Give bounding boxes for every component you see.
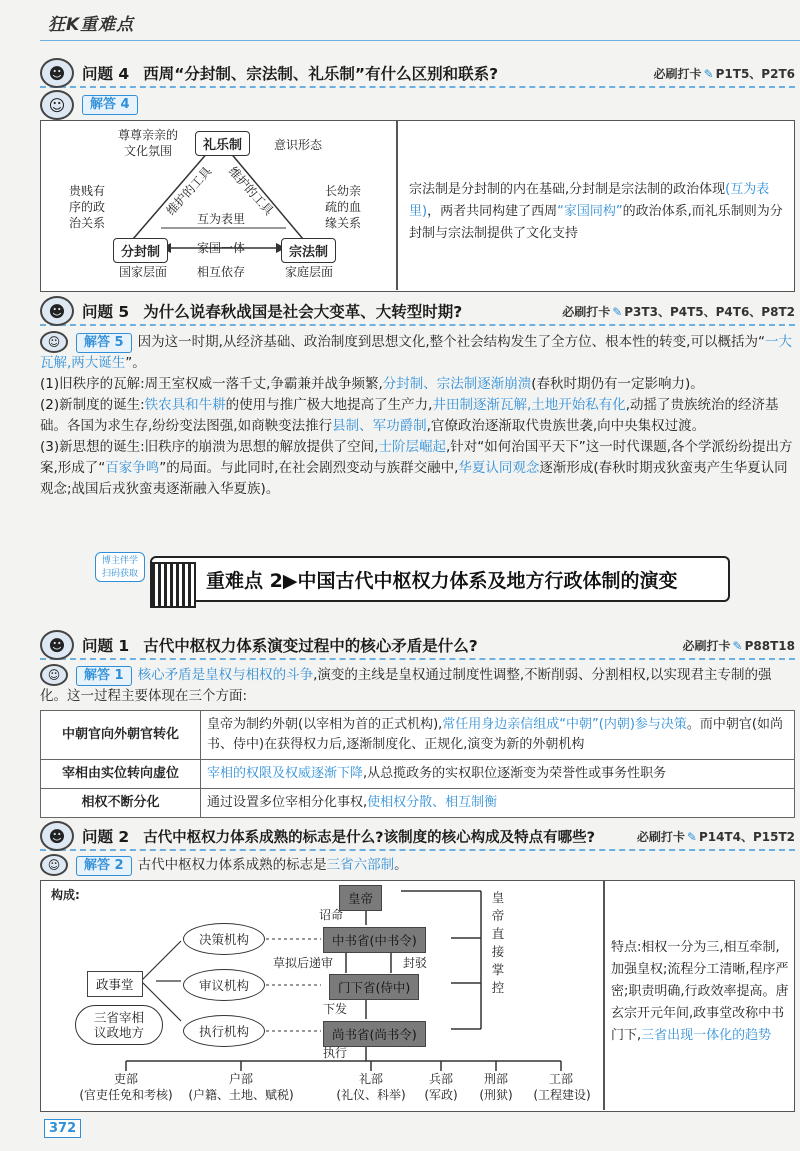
left-bottom-label: 国家层面 [118,265,167,279]
row-head: 中朝官向外朝官转化 [41,711,201,760]
pin-icon: ✎ [686,829,697,844]
ministry-name: 礼部 [358,1072,383,1086]
ministry-desc: (刑狱) [479,1088,513,1102]
answer-1-body: ☺ 解答 1 核心矛盾是皇权与相权的斗争,演变的主线是皇权通过制度性调整,不断削弱、分割相权,以实现君主专制的强化。这一过程主要体现在三个方面: [40,664,795,707]
question-title: 古代中枢权力体系成熟的标志是什么?该制度的核心构成及特点有哪些? [143,829,596,846]
question-4-bar [40,60,795,88]
review-node: 审议机构 [183,969,265,1001]
mascot-icon: ☺ [40,331,68,353]
mid-bottom-label: 相互依存 [196,265,245,279]
zongfa-node: 宗法制 [281,238,336,263]
question-ref: 必刷打卡 ✎ P1T5、P2T6 [653,66,795,81]
mascot-icon: ☻ [40,821,74,851]
ministry-name: 工部 [548,1072,573,1086]
diagram2-feature: 特点:相权一分为三,相互牵制,加强皇权;流程分工清晰,程序严密;职责明确,行政效率提高。唐玄宗开元年间,政事堂改称中书门下,三省出现一体化的趋势 [611,940,789,1043]
answer-5-body: ☺ 解答 5 因为这一时期,从经济基础、政治制度到思想文化,整个社会结构发生了全方位、根本性的转变,可以概括为“一大瓦解,两大诞生”。 (1)旧秩序的瓦解:周王室权威一落千丈,争霸兼并战争频繁,分封制、宗法制逐渐崩溃(春秋时期仍有一定影响力)。 (2)新制度的诞生:铁农具和牛耕的使用与推广极大地提高了生产力,井田制逐渐瓦解,土地开始私有化,动摇了贵族统治的经济基础。各国为求生存,纷纷变法图强,如商鞅变法推行县制、军功爵制,官僚政治逐渐取代贵族世袭,向中央集权过渡。 (3)新思想的诞生:旧秩序的崩溃为思想的解放提供了空间,士阶层崛起,针对“如何治国平天下”这一时代课题,各个学派纷纷提出方案,形成了“百家争鸣”的局面。与此同时,在社会剧烈变动与族群交融中,华夏认同观念逐渐形成(春秋时期戎狄蛮夷产生华夏认同观念;战国后戎狄蛮夷逐渐融入华夏族)。 [40,331,795,500]
question-title: 古代中枢权力体系演变过程中的核心矛盾是什么? [143,637,478,655]
question-title: 西周“分封制、宗法制、礼乐制”有什么区别和联系? [143,65,499,83]
exec-node: 执行机构 [183,1015,265,1047]
question-2-bar [40,823,795,851]
mascot-icon: ☺ [40,664,68,686]
question-label: 问题 5 [82,303,130,321]
answer-2-body: ☺ 解答 2 古代中枢权力体系成熟的标志是三省六部制。 [40,854,795,876]
divider [603,881,605,1110]
edge-left-label: 维护的工具 [163,164,215,218]
zst-note: 三省宰相 议政地方 [75,1005,163,1045]
table-row [41,760,795,789]
ministry-desc: (户籍、土地、赋税) [188,1088,294,1102]
question-ref: 必刷打卡 ✎ P3T3、P4T5、P4T6、P8T2 [562,304,795,319]
reject-label: 封驳 [403,956,428,970]
scan-badge: 博主伴学 扫码获取 [95,552,145,582]
menxia-node: 门下省(侍中) [329,974,419,1000]
zst-node: 政事堂 [87,971,143,997]
mid-top-label: 互为表里 [196,212,245,226]
pin-icon: ✎ [732,638,743,653]
page-number: 372 [44,1119,81,1138]
decree-label: 诏命 [319,908,344,922]
q1-table [40,710,795,818]
table-row [41,789,795,818]
question-5-bar [40,298,795,326]
note-right: 长幼亲 疏的血 缘关系 [324,184,361,230]
brand-logo: 狂K重难点 [48,15,135,35]
ministry-desc: (军政) [424,1088,458,1102]
answer-4-label: ☺ 解答 4 [40,93,138,117]
ministry-name: 吏部 [113,1072,138,1086]
top-divider [40,40,800,41]
ministry-name: 户部 [228,1072,253,1086]
ministry-name: 刑部 [483,1072,508,1086]
shangshu-node: 尚书省(尚书令) [323,1021,426,1047]
row-head: 相权不断分化 [41,789,201,818]
divider [396,121,398,290]
zhongshu-node: 中书省(中书令) [323,927,426,953]
mascot-icon: ☺ [40,90,74,120]
decision-node: 决策机构 [183,923,265,955]
note-top-right: 意识形态 [273,138,322,152]
ministry-desc: (官吏任免和考核) [79,1088,173,1102]
question-title: 为什么说春秋战国是社会大变革、大转型时期? [143,303,463,321]
ministry-desc: (礼仪、科举) [336,1088,406,1102]
note-left: 贵贱有 序的政 治关系 [68,184,105,230]
section2-title: 重难点 2▶中国古代中枢权力体系及地方行政体制的演变 [150,556,730,602]
liyue-node: 礼乐制 [195,131,250,156]
ministry-name: 兵部 [428,1072,453,1086]
ministry-desc: (工程建设) [533,1088,591,1102]
row-body: 宰相的权限及权威逐渐下降,从总揽政务的实权职位逐渐变为荣誉性或事务性职务 [201,760,795,789]
diagram2-title: 构成: [51,888,80,902]
table-row [41,711,795,760]
diagram2-box [40,880,795,1112]
edge-right-label: 维护的工具 [225,164,277,218]
draft-label: 草拟后递审 [273,956,334,970]
note-top-left: 尊尊亲亲的 文化氛围 [117,128,178,158]
mascot-icon: ☻ [40,296,74,326]
mid-center-label: 家国一体 [196,241,245,255]
issue-label: 下发 [323,1002,348,1016]
question-label: 问题 4 [82,65,130,83]
pin-icon: ✎ [703,66,714,81]
question-label: 问题 2 [82,828,130,846]
direct-control-label: 皇 帝 直 接 掌 控 [491,890,505,995]
mascot-icon: ☺ [40,854,68,876]
diagram1-text: 宗法制是分封制的内在基础,分封制是宗法制的政治体现(互为表里)，两者共同构建了西周“家国同构”的政治体系,而礼乐制则为分封制与宗法制提供了文化支持 [409,182,783,241]
question-ref: 必刷打卡 ✎ P14T4、P15T2 [636,829,795,844]
emperor-node: 皇帝 [339,885,382,911]
row-body: 皇帝为制约外朝(以宰相为首的正式机构),常任用身边亲信组成“中朝”(内朝)参与决策。而中朝官(如尚书、侍中)在获得权力后,逐渐制度化、正规化,演变为新的外朝机构 [201,711,795,760]
execute-label: 执行 [323,1046,348,1060]
question-1-bar [40,632,795,660]
fenfeng-node: 分封制 [113,238,168,263]
row-head: 宰相由实位转向虚位 [41,760,201,789]
right-bottom-label: 家庭层面 [284,265,333,279]
qr-code-icon[interactable] [150,562,196,608]
diagram1-box [40,120,795,292]
pin-icon: ✎ [612,304,623,319]
mascot-icon: ☻ [40,58,74,88]
mascot-icon: ☻ [40,630,74,660]
row-body: 通过设置多位宰相分化事权,使相权分散、相互制衡 [201,789,795,818]
question-ref: 必刷打卡 ✎ P88T18 [682,638,795,653]
question-label: 问题 1 [82,637,130,655]
